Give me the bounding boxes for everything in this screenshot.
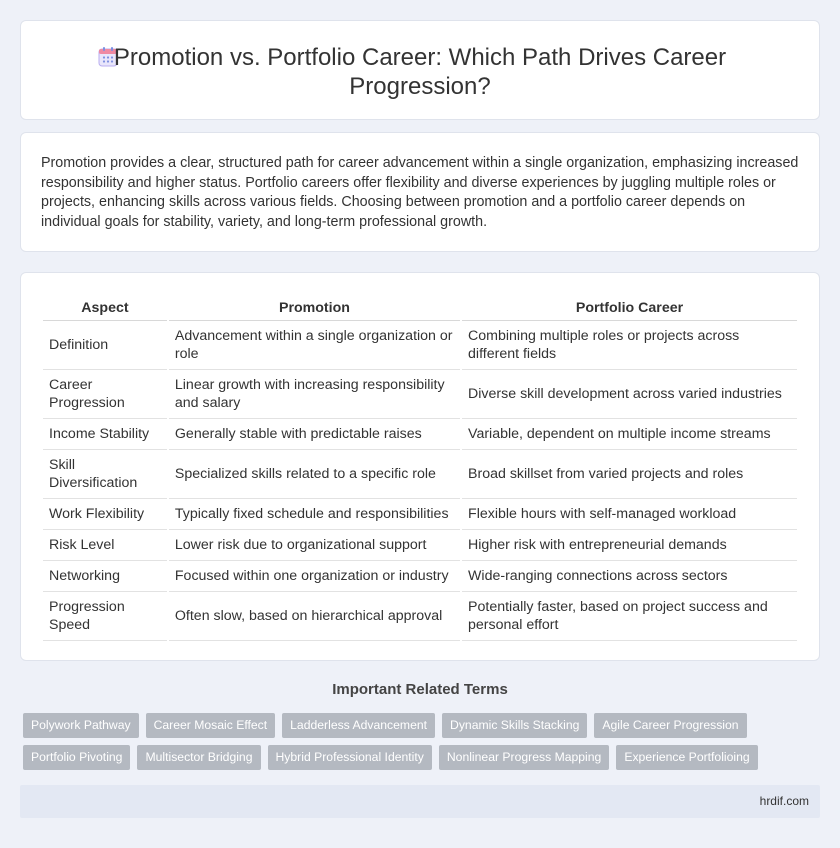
table-row <box>43 419 797 450</box>
table-header-row <box>43 294 797 321</box>
related-term-tag[interactable]: Multisector Bridging <box>137 745 260 770</box>
aspect-cell: Risk Level <box>43 530 167 561</box>
footer-bar <box>20 785 820 818</box>
related-term-tag[interactable]: Ladderless Advancement <box>282 713 435 738</box>
header-card <box>20 20 820 120</box>
portfolio-cell: Higher risk with entrepreneurial demands <box>462 530 797 561</box>
promotion-cell: Focused within one organization or industry <box>169 561 460 592</box>
comparison-card <box>20 272 820 661</box>
table-row <box>43 499 797 530</box>
related-term-tag[interactable]: Career Mosaic Effect <box>146 713 276 738</box>
promotion-cell: Specialized skills related to a specific role <box>169 450 460 499</box>
aspect-cell: Skill Diversification <box>43 450 167 499</box>
related-term-tag[interactable]: Hybrid Professional Identity <box>268 745 432 770</box>
portfolio-cell: Combining multiple roles or projects across different fields <box>462 321 797 370</box>
related-term-tag[interactable]: Nonlinear Progress Mapping <box>439 745 609 770</box>
portfolio-cell: Flexible hours with self-managed workload <box>462 499 797 530</box>
portfolio-cell: Variable, dependent on multiple income streams <box>462 419 797 450</box>
table-row <box>43 592 797 641</box>
related-term-tag[interactable]: Agile Career Progression <box>594 713 746 738</box>
related-terms-title: Important Related Terms <box>332 681 508 698</box>
summary-text: Promotion provides a clear, structured path for career advancement within a single organization, emphasizing increased responsibility and higher status. Portfolio careers offer flexibility and diverse experiences by juggling multiple roles or projects, enhancing skills across various fields. Choosing between promotion and a portfolio career depends on individual goals for stability, variety, and long-term professional growth. <box>41 155 799 230</box>
table-row <box>43 370 797 419</box>
aspect-cell: Career Progression <box>43 370 167 419</box>
promotion-cell: Advancement within a single organization or role <box>169 321 460 370</box>
header-portfolio-career: Portfolio Career <box>462 294 797 321</box>
related-term-tag[interactable]: Portfolio Pivoting <box>23 745 130 770</box>
related-term-tag[interactable]: Polywork Pathway <box>23 713 139 738</box>
header-promotion: Promotion <box>169 294 460 321</box>
comparison-table <box>41 294 799 641</box>
promotion-cell: Generally stable with predictable raises <box>169 419 460 450</box>
related-term-tag[interactable]: Dynamic Skills Stacking <box>442 713 587 738</box>
aspect-cell: Income Stability <box>43 419 167 450</box>
table-row <box>43 321 797 370</box>
portfolio-cell: Broad skillset from varied projects and roles <box>462 450 797 499</box>
table-row <box>43 530 797 561</box>
related-terms-list <box>23 713 803 770</box>
summary-card <box>20 132 820 252</box>
promotion-cell: Often slow, based on hierarchical approval <box>169 592 460 641</box>
aspect-cell: Definition <box>43 321 167 370</box>
related-term-tag[interactable]: Experience Portfolioing <box>616 745 757 770</box>
promotion-cell: Linear growth with increasing responsibility and salary <box>169 370 460 419</box>
promotion-cell: Typically fixed schedule and responsibilities <box>169 499 460 530</box>
aspect-cell: Work Flexibility <box>43 499 167 530</box>
portfolio-cell: Potentially faster, based on project success and personal effort <box>462 592 797 641</box>
promotion-cell: Lower risk due to organizational support <box>169 530 460 561</box>
page-title: Promotion vs. Portfolio Career: Which Path Drives Career Progression? <box>113 44 727 100</box>
portfolio-cell: Diverse skill development across varied industries <box>462 370 797 419</box>
header-aspect: Aspect <box>43 294 167 321</box>
site-link[interactable]: hrdif.com <box>759 794 809 808</box>
table-row <box>43 561 797 592</box>
table-row <box>43 450 797 499</box>
portfolio-cell: Wide-ranging connections across sectors <box>462 561 797 592</box>
aspect-cell: Networking <box>43 561 167 592</box>
aspect-cell: Progression Speed <box>43 592 167 641</box>
